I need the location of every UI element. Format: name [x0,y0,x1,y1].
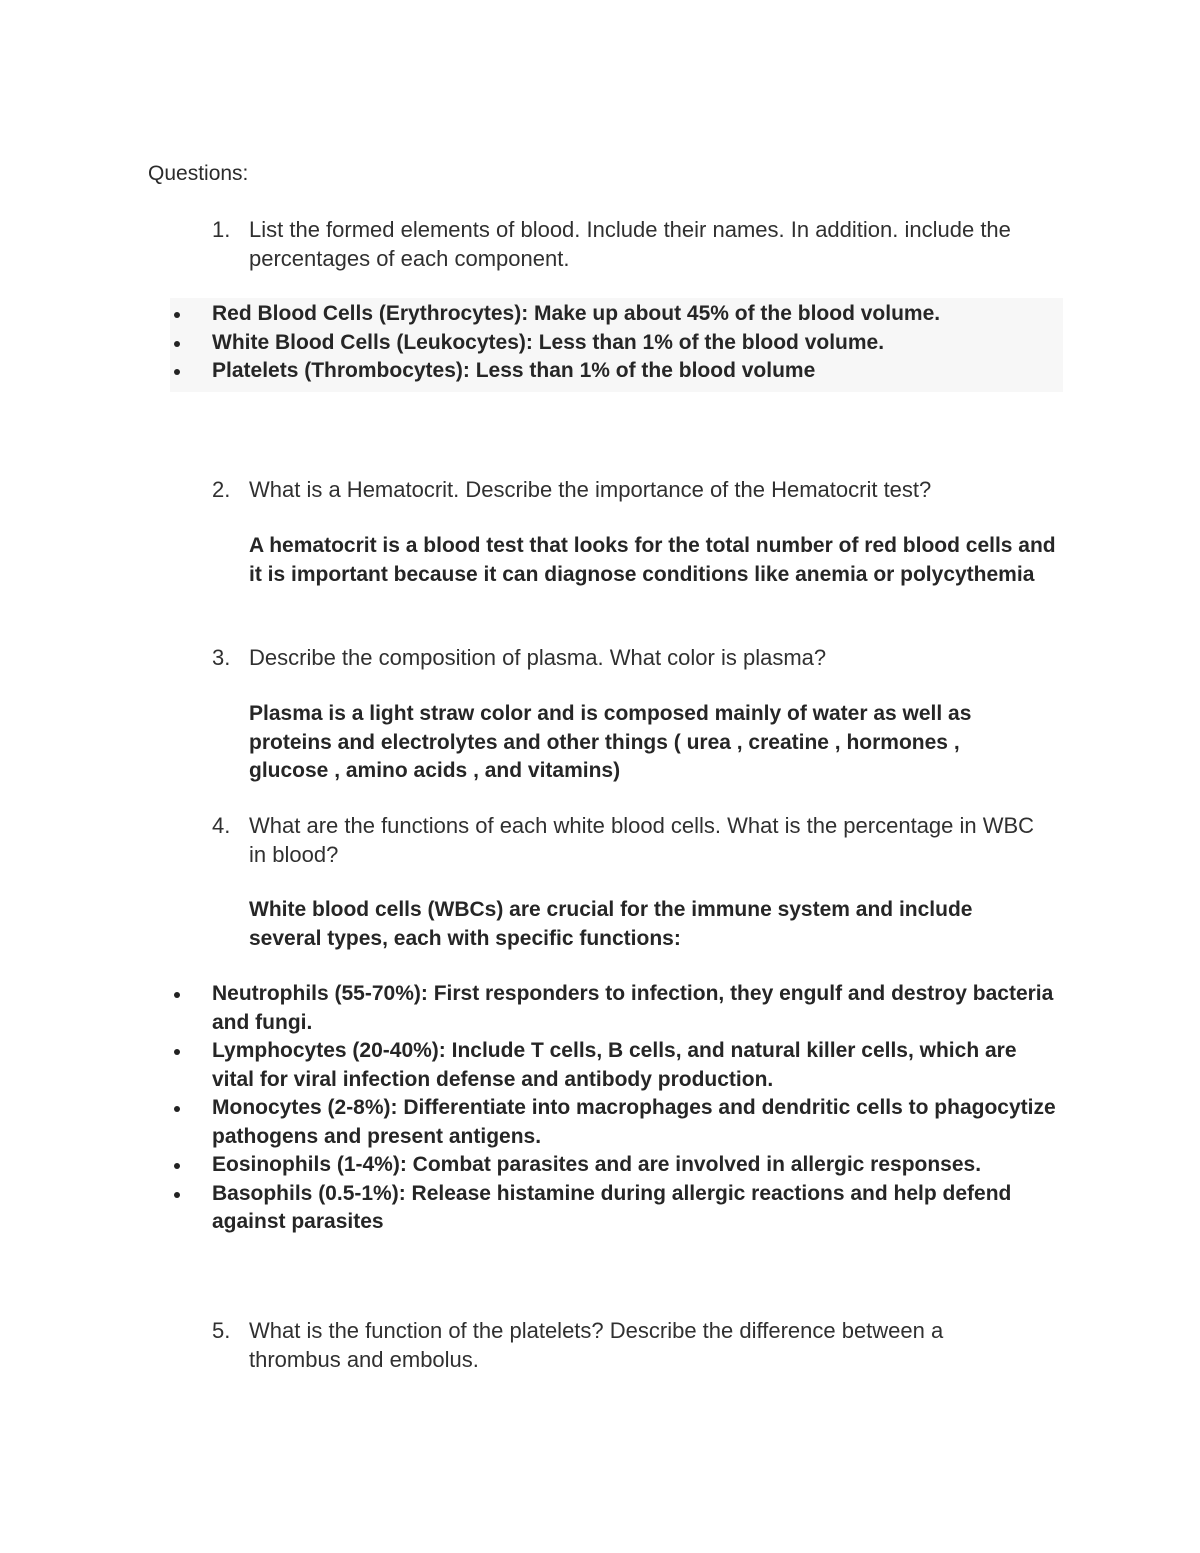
list-item [170,329,1063,358]
bullet-icon [174,1049,180,1055]
list-item [170,980,1060,1037]
question-4-number: 4. [212,813,231,838]
answer-4: White blood cells (WBCs) are crucial for the immune system and include several types, each with specific functions: [249,898,973,950]
list-item-text: Lymphocytes (20-40%): Include T cells, B cells, and natural killer cells, which are vital for viral infection defense and antibody production. [212,1039,1017,1091]
question-1-text: List the formed elements of blood. Include their names. In addition. include the percentages of each component. [249,217,1011,271]
list-item-text: Red Blood Cells (Erythrocytes): Make up about 45% of the blood volume. [212,302,941,325]
question-5-text: What is the function of the platelets? Describe the difference between a thrombus and embolus. [249,1318,944,1372]
list-item [170,300,1063,329]
bullet-icon [174,369,180,375]
list-item [170,1094,1060,1151]
question-5 [212,1317,1012,1374]
question-2-number: 2. [212,477,231,502]
list-item-text: Neutrophils (55-70%): First responders to infection, they engulf and destroy bacteria and fungi. [212,982,1054,1034]
questions-heading: Questions: [148,162,249,185]
question-1 [212,216,1072,273]
formed-elements-list [170,298,1063,392]
question-2-text: What is a Hematocrit. Describe the importance of the Hematocrit test? [249,477,932,502]
list-item-text: Eosinophils (1-4%): Combat parasites and are involved in allergic responses. [212,1153,982,1176]
question-3-text: Describe the composition of plasma. What color is plasma? [249,645,827,670]
list-item [170,357,1063,386]
list-item-text: Monocytes (2-8%): Differentiate into macrophages and dendritic cells to phagocytize pathogens and present antigens. [212,1096,1056,1148]
list-item [170,1180,1060,1237]
bullet-icon [174,312,180,318]
wbc-types-list [170,980,1060,1237]
list-item-text: Platelets (Thrombocytes): Less than 1% of the blood volume [212,359,816,382]
question-3 [212,644,1072,673]
question-3-number: 3. [212,645,231,670]
answer-2: A hematocrit is a blood test that looks for the total number of red blood cells and it is important because it can diagnose conditions like anemia or polycythemia [249,534,1056,586]
question-4-text: What are the functions of each white blood cells. What is the percentage in WBC in blood? [249,813,1035,867]
question-2 [212,476,1072,505]
bullet-icon [174,1163,180,1169]
list-item [170,1151,1060,1180]
list-item [170,1037,1060,1094]
bullet-icon [174,1192,180,1198]
bullet-icon [174,992,180,998]
answer-3: Plasma is a light straw color and is composed mainly of water as well as proteins and electrolytes and other things ( urea , creatine , hormones , glucose , amino acids , and vitamins) [249,702,972,782]
bullet-icon [174,341,180,347]
question-4 [212,812,1042,869]
question-1-number: 1. [212,217,231,242]
list-item-text: Basophils (0.5-1%): Release histamine during allergic reactions and help defend against parasites [212,1181,1012,1233]
bullet-icon [174,1106,180,1112]
list-item-text: White Blood Cells (Leukocytes): Less than 1% of the blood volume. [212,330,885,354]
question-5-number: 5. [212,1318,231,1343]
